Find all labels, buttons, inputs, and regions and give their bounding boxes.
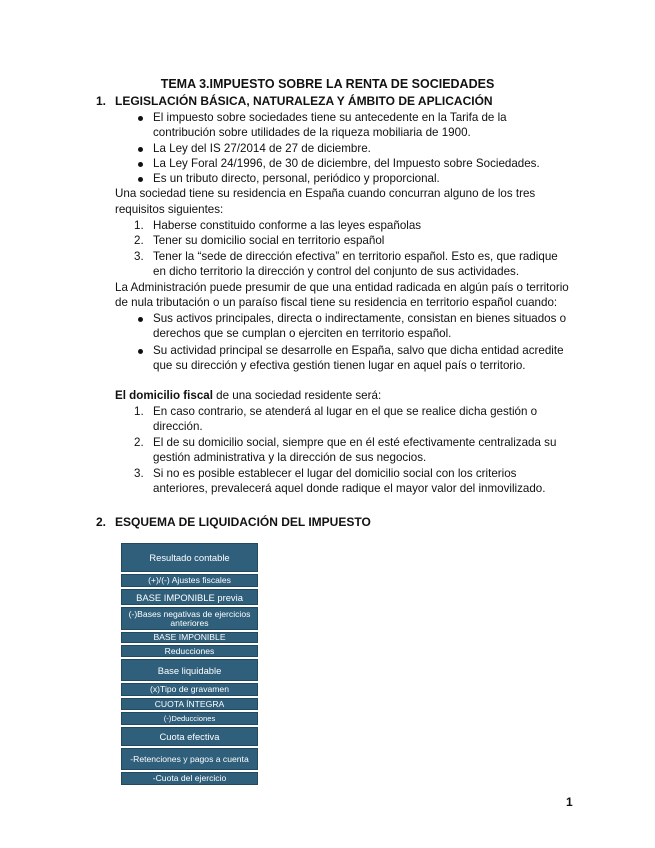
requirement-3-number: 3. (134, 250, 144, 263)
scheme-item: -Cuota del ejercicio (121, 772, 258, 785)
administration-bullet-1-line-1: Sus activos principales, directa o indirectamente, consistan en bienes situados o (153, 312, 567, 325)
domicilio-item-2-line-2: gestión administrativa y la dirección de sus negocios. (153, 451, 427, 464)
liquidation-scheme (121, 543, 258, 787)
scheme-item: (-)Deducciones (121, 712, 258, 725)
requirement-1-number: 1. (134, 219, 144, 232)
domicilio-fiscal-rest: de una sociedad residente será: (212, 389, 382, 402)
section-2-number: 2. (96, 515, 107, 529)
bullet-1-line-2: contribución sobre utilidades de la riqueza mobiliaria de 1900. (153, 126, 471, 139)
bullet-3: La Ley Foral 24/1996, de 30 de diciembre, del Impuesto sobre Sociedades. (153, 157, 540, 170)
residence-intro-line-1: Una sociedad tiene su residencia en España cuando concurran alguno de los tres (115, 187, 536, 200)
domicilio-item-3-line-2: anteriores, prevalecerá aquel donde radique el mayor valor del inmovilizado. (153, 482, 546, 495)
domicilio-item-2-line-1: El de su domicilio social, siempre que en él esté efectivamente centralizada su (153, 436, 557, 449)
scheme-item: -Retenciones y pagos a cuenta (121, 748, 258, 770)
domicilio-item-2-number: 2. (134, 436, 144, 449)
bullet-dot (138, 317, 143, 322)
domicilio-fiscal-bold: El domicilio fiscal (115, 389, 213, 402)
scheme-item: BASE IMPONIBLE previa (121, 589, 258, 605)
bullet-dot (138, 162, 143, 167)
administration-bullet-2-line-2: que su dirección y efectiva gestión tienen lugar en aquel país o territorio. (153, 359, 526, 372)
scheme-item: Cuota efectiva (121, 727, 258, 746)
bullet-dot (138, 116, 143, 121)
bullet-dot (138, 177, 143, 182)
domicilio-fiscal-intro (115, 388, 381, 403)
requirement-2: Tener su domicilio social en territorio español (153, 234, 385, 247)
requirement-1: Haberse constituido conforme a las leyes españolas (153, 219, 422, 232)
bullet-dot (138, 147, 143, 152)
requirement-3-line-2: en dicho territorio la dirección y control del conjunto de sus actividades. (153, 265, 520, 278)
section-1-number: 1. (96, 94, 107, 108)
bullet-dot (138, 349, 143, 354)
requirement-3-line-1: Tener la “sede de dirección efectiva” en territorio español. Esto es, que radique (153, 250, 558, 263)
requirement-2-number: 2. (134, 234, 144, 247)
administration-bullet-2-line-1: Su actividad principal se desarrolle en España, salvo que dicha entidad acredite (153, 344, 564, 357)
scheme-item: Base liquidable (121, 659, 258, 681)
residence-intro-line-2: requisitos siguientes: (115, 203, 224, 216)
bullet-1-line-1: El impuesto sobre sociedades tiene su antecedente en la Tarifa de la (153, 111, 507, 124)
scheme-item: (x)Tipo de gravamen (121, 683, 258, 696)
scheme-item: (-)Bases negativas de ejercicios anteriores (121, 607, 258, 630)
page-number: 1 (566, 795, 573, 809)
bullet-4: Es un tributo directo, personal, periódico y proporcional. (153, 172, 440, 185)
scheme-item: CUOTA ÍNTEGRA (121, 698, 258, 710)
scheme-item: BASE IMPONIBLE (121, 632, 258, 643)
domicilio-item-3-line-1: Si no es posible establecer el lugar del domicilio social con los criterios (153, 467, 517, 480)
scheme-item: (+)/(-) Ajustes fiscales (121, 574, 258, 587)
section-2-heading: ESQUEMA DE LIQUIDACIÓN DEL IMPUESTO (115, 515, 371, 529)
domicilio-item-1-line-2: dirección. (153, 420, 203, 433)
document-title: TEMA 3.IMPUESTO SOBRE LA RENTA DE SOCIEDADES (160, 77, 495, 91)
administration-bullet-1-line-2: derechos que se cumplan o ejerciten en territorio español. (153, 327, 452, 340)
section-1-heading: LEGISLACIÓN BÁSICA, NATURALEZA Y ÁMBITO DE APLICACIÓN (115, 94, 493, 108)
administration-intro-line-2: de nula tributación o un paraíso fiscal tiene su residencia en territorio español cuando: (115, 296, 558, 309)
scheme-item: Resultado contable (121, 543, 258, 572)
domicilio-item-1-line-1: En caso contrario, se atenderá al lugar en el que se realice dicha gestión o (153, 405, 538, 418)
scheme-item: Reducciones (121, 645, 258, 657)
domicilio-item-1-number: 1. (134, 405, 144, 418)
administration-intro-line-1: La Administración puede presumir de que una entidad radicada en algún país o territorio (115, 281, 569, 294)
bullet-2: La Ley del IS 27/2014 de 27 de diciembre. (153, 142, 371, 155)
domicilio-item-3-number: 3. (134, 467, 144, 480)
